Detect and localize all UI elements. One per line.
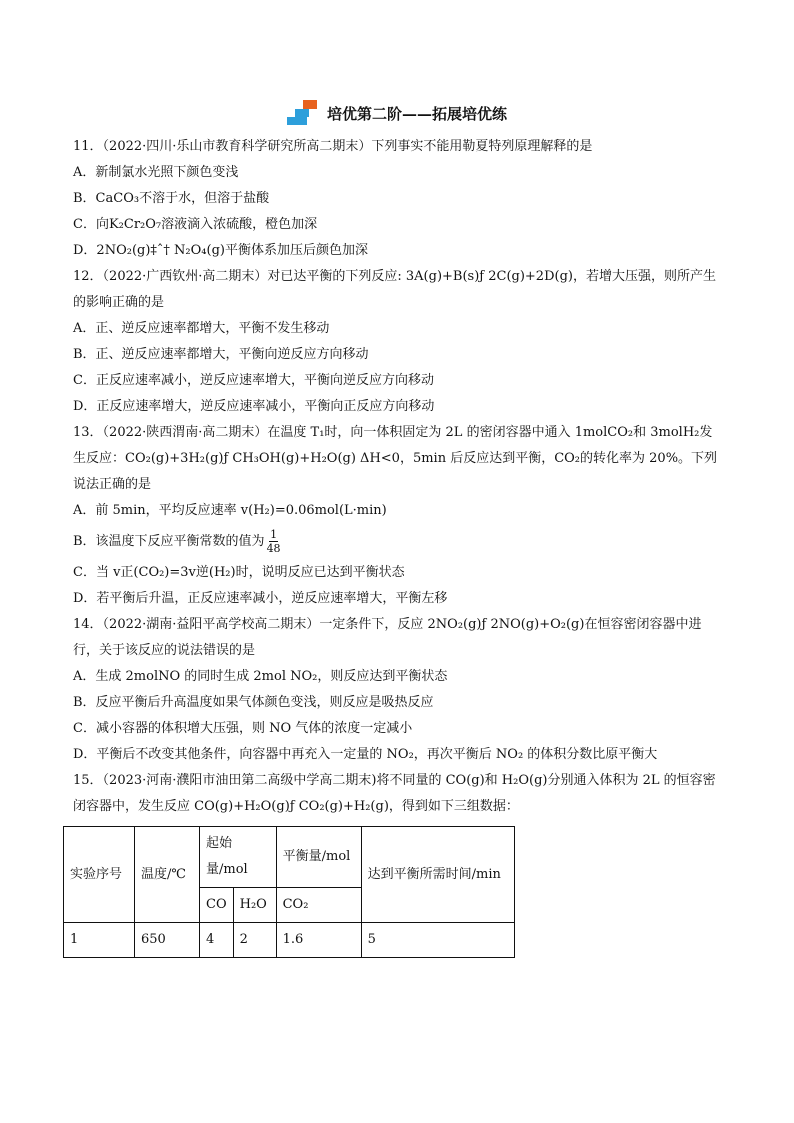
option-a: A．正、逆反应速率都增大，平衡不发生移动 — [73, 321, 330, 336]
option-b-text: B．该温度下反应平衡常数的值为 — [73, 534, 265, 549]
header-start: 起始量/mol — [200, 827, 277, 888]
option-a: A．生成 2molNO 的同时生成 2mol NO₂，则反应达到平衡状态 — [73, 669, 448, 684]
table-row — [64, 923, 515, 958]
question-13 — [73, 420, 725, 612]
fraction-denominator: 48 — [266, 542, 281, 555]
option-b: B．正、逆反应速率都增大，平衡向逆反应方向移动 — [73, 347, 369, 362]
header-time: 达到平衡所需时间/min — [361, 827, 514, 923]
fraction — [267, 528, 281, 555]
question-stem: 15．（2023·河南·濮阳市油田第二高级中学高二期末)将不同量的 CO(g)和 H₂O(g)分别通入体积为 2L 的恒容密闭容器中，发生反应 CO(g)+H₂O(g)ƒ CO₂(g)+H₂(g)，得到如下三组数据： — [73, 773, 716, 814]
cell-temp: 650 — [135, 923, 200, 958]
header-co2: CO₂ — [276, 888, 361, 923]
question-stem: 12．（2022·广西钦州·高二期末）对已达平衡的下列反应: 3A(g)+B(s)ƒ 2C(g)+2D(g)，若增大压强，则所产生的影响正确的是 — [73, 269, 716, 310]
option-c: C．向K₂Cr₂O₇溶液滴入浓硫酸，橙色加深 — [73, 217, 318, 232]
option-b — [73, 524, 725, 560]
header-exp: 实验序号 — [64, 827, 135, 923]
cell-co: 4 — [200, 923, 234, 958]
header-eq: 平衡量/mol — [276, 827, 361, 888]
question-11 — [73, 134, 725, 264]
cell-time: 5 — [361, 923, 514, 958]
section-title-text: 培优第二阶——拓展培优练 — [326, 104, 507, 123]
stairs-logo-icon — [287, 100, 323, 126]
question-15 — [70, 768, 725, 958]
header-h2o: H₂O — [233, 888, 276, 923]
option-c: C．正反应速率减小，逆反应速率增大，平衡向逆反应方向移动 — [73, 373, 434, 388]
option-c: C．减小容器的体积增大压强，则 NO 气体的浓度一定减小 — [73, 721, 413, 736]
option-a: A．前 5min，平均反应速率 v(H₂)=0.06mol(L·min) — [73, 503, 387, 518]
header-co: CO — [200, 888, 234, 923]
cell-exp: 1 — [64, 923, 135, 958]
cell-co2: 1.6 — [276, 923, 361, 958]
question-stem: 11．（2022·四川·乐山市教育科学研究所高二期末）下列事实不能用勒夏特列原理解释的是 — [73, 139, 593, 154]
question-14 — [73, 612, 725, 768]
section-header — [0, 100, 794, 130]
option-d: D．平衡后不改变其他条件，向容器中再充入一定量的 NO₂，再次平衡后 NO₂ 的体积分数比原平衡大 — [73, 747, 658, 762]
option-a: A．新制氯水光照下颜色变浅 — [73, 165, 239, 180]
option-c: C．当 v正(CO₂)=3v逆(H₂)时，说明反应已达到平衡状态 — [73, 565, 405, 580]
option-d: D．2NO₂(g)‡ˆ† N₂O₄(g)平衡体系加压后颜色加深 — [73, 243, 368, 258]
question-stem: 13．（2022·陕西渭南·高二期末）在温度 T₁时，向一体积固定为 2L 的密闭容器中通入 1molCO₂和 3molH₂发生反应：CO₂(g)+3H₂(g)ƒ CH₃OH(g)+H₂O(g) ΔH<0，5min 后反应达到平衡，CO₂的转化率为 20%。下列说法正确的是 — [73, 425, 718, 492]
option-b: B．CaCO₃不溶于水，但溶于盐酸 — [73, 191, 270, 206]
cell-h2o: 2 — [233, 923, 276, 958]
data-table — [63, 826, 515, 958]
option-b: B．反应平衡后升高温度如果气体颜色变浅，则反应是吸热反应 — [73, 695, 434, 710]
question-stem: 14．（2022·湖南·益阳平高学校高二期末）一定条件下，反应 2NO₂(g)ƒ 2NO(g)+O₂(g)在恒容密闭容器中进行，关于该反应的说法错误的是 — [73, 617, 702, 658]
question-list — [70, 134, 725, 958]
table-header-row — [64, 827, 515, 888]
option-d: D．若平衡后升温，正反应速率减小，逆反应速率增大，平衡左移 — [73, 591, 448, 606]
section-title — [287, 100, 507, 126]
header-temp: 温度/℃ — [135, 827, 200, 923]
fraction-numerator: 1 — [270, 528, 278, 541]
option-d: D．正反应速率增大，逆反应速率减小，平衡向正反应方向移动 — [73, 399, 435, 414]
question-12 — [73, 264, 725, 420]
